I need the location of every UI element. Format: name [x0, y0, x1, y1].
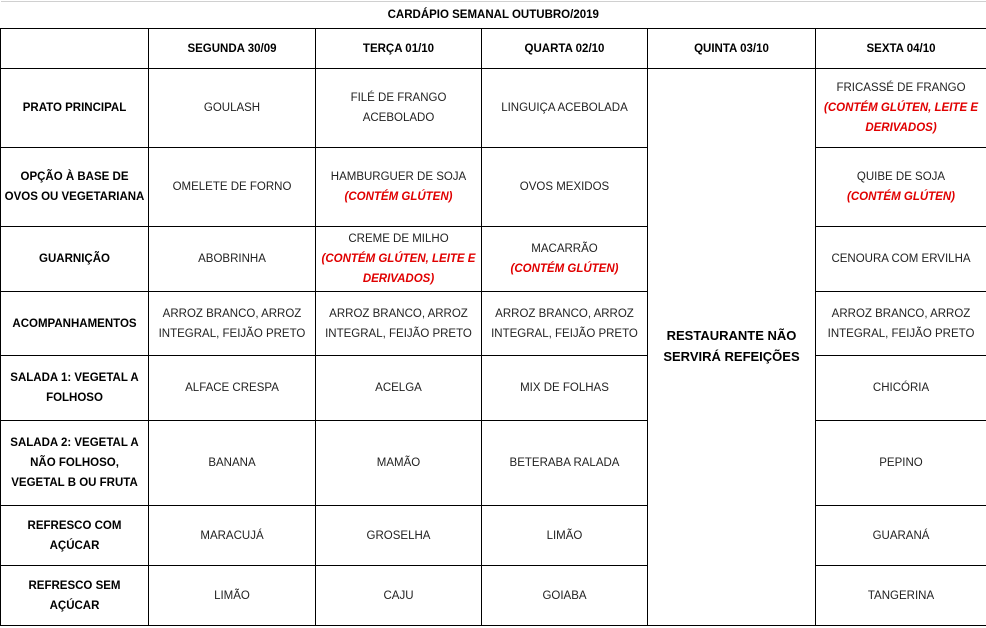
dish-name: TANGERINA	[868, 590, 934, 602]
row-label: OPÇÃO À BASE DE OVOS OU VEGETARIANA	[1, 148, 149, 227]
menu-cell	[316, 356, 482, 421]
dish-name: ARROZ BRANCO, ARROZ INTEGRAL, FEIJÃO PRETO	[828, 308, 975, 340]
dish-name: ARROZ BRANCO, ARROZ INTEGRAL, FEIJÃO PRETO	[325, 308, 472, 340]
menu-cell	[316, 148, 482, 227]
day-header: SEXTA 04/10	[816, 29, 986, 69]
menu-cell	[816, 148, 986, 227]
menu-cell	[482, 69, 648, 148]
menu-cell	[482, 356, 648, 421]
menu-cell	[149, 227, 316, 292]
day-header: SEGUNDA 30/09	[149, 29, 316, 69]
menu-row	[1, 506, 986, 566]
menu-cell	[316, 292, 482, 356]
menu-row	[1, 292, 986, 356]
dish-name: BETERABA RALADA	[510, 457, 620, 469]
menu-cell	[316, 227, 482, 292]
menu-cell	[149, 148, 316, 227]
menu-cell	[816, 506, 986, 566]
dish-name: CAJU	[383, 590, 413, 602]
menu-cell	[816, 292, 986, 356]
dish-name: OVOS MEXIDOS	[520, 181, 609, 193]
dish-name: ALFACE CRESPA	[185, 382, 279, 394]
menu-row	[1, 148, 986, 227]
allergen-note: (CONTÉM GLÚTEN)	[319, 187, 478, 207]
allergen-note: (CONTÉM GLÚTEN)	[819, 187, 983, 207]
closed-day-message: RESTAURANTE NÃO SERVIRÁ REFEIÇÕES	[663, 328, 799, 364]
row-label: REFRESCO COM AÇÚCAR	[1, 506, 149, 566]
day-header: QUARTA 02/10	[482, 29, 648, 69]
row-label: SALADA 2: VEGETAL A NÃO FOLHOSO, VEGETAL B OU FRUTA	[1, 421, 149, 506]
dish-name: MACARRÃO	[531, 243, 597, 255]
dish-name: GROSELHA	[367, 530, 431, 542]
menu-cell	[149, 292, 316, 356]
menu-cell	[149, 421, 316, 506]
menu-row	[1, 566, 986, 626]
dish-name: BANANA	[208, 457, 255, 469]
menu-row	[1, 421, 986, 506]
menu-row	[1, 69, 986, 148]
row-label: ACOMPANHAMENTOS	[1, 292, 149, 356]
menu-cell	[316, 506, 482, 566]
weekly-menu-table	[0, 1, 986, 626]
menu-row	[1, 356, 986, 421]
menu-cell	[482, 292, 648, 356]
dish-name: MARACUJÁ	[200, 530, 263, 542]
dish-name: ARROZ BRANCO, ARROZ INTEGRAL, FEIJÃO PRETO	[491, 308, 638, 340]
menu-cell	[816, 421, 986, 506]
dish-name: GUARANÁ	[873, 530, 930, 542]
dish-name: ABOBRINHA	[198, 253, 266, 265]
row-label: PRATO PRINCIPAL	[1, 69, 149, 148]
menu-cell	[482, 506, 648, 566]
closed-day-cell	[648, 69, 816, 626]
allergen-note: (CONTÉM GLÚTEN, LEITE E DERIVADOS)	[819, 98, 983, 138]
dish-name: LIMÃO	[547, 530, 583, 542]
day-header: QUINTA 03/10	[648, 29, 816, 69]
dish-name: OMELETE DE FORNO	[173, 181, 292, 193]
menu-cell	[316, 69, 482, 148]
dish-name: LIMÃO	[214, 590, 250, 602]
menu-row	[1, 227, 986, 292]
dish-name: ARROZ BRANCO, ARROZ INTEGRAL, FEIJÃO PRETO	[159, 308, 306, 340]
menu-cell	[816, 356, 986, 421]
menu-cell	[482, 148, 648, 227]
menu-cell	[482, 566, 648, 626]
menu-cell	[482, 227, 648, 292]
row-label: SALADA 1: VEGETAL A FOLHOSO	[1, 356, 149, 421]
dish-name: FRICASSÉ DE FRANGO	[836, 82, 965, 94]
dish-name: FILÉ DE FRANGO ACEBOLADO	[351, 92, 447, 124]
menu-cell	[149, 69, 316, 148]
menu-cell	[149, 506, 316, 566]
menu-cell	[316, 421, 482, 506]
dish-name: GOULASH	[204, 102, 260, 114]
menu-cell	[816, 566, 986, 626]
dish-name: CENOURA COM ERVILHA	[831, 253, 970, 265]
allergen-note: (CONTÉM GLÚTEN)	[485, 259, 644, 279]
dish-name: PEPINO	[879, 457, 922, 469]
allergen-note: (CONTÉM GLÚTEN, LEITE E DERIVADOS)	[319, 249, 478, 289]
menu-cell	[149, 566, 316, 626]
dish-name: MAMÃO	[377, 457, 420, 469]
dish-name: QUIBE DE SOJA	[857, 171, 945, 183]
dish-name: GOIABA	[542, 590, 586, 602]
header-row	[1, 29, 986, 69]
day-header: TERÇA 01/10	[316, 29, 482, 69]
dish-name: CREME DE MILHO	[348, 233, 448, 245]
dish-name: CHICÓRIA	[873, 382, 929, 394]
corner-cell	[1, 29, 149, 69]
dish-name: ACELGA	[375, 382, 422, 394]
dish-name: LINGUIÇA ACEBOLADA	[501, 102, 628, 114]
menu-cell	[816, 227, 986, 292]
menu-cell	[316, 566, 482, 626]
menu-cell	[149, 356, 316, 421]
row-label: GUARNIÇÃO	[1, 227, 149, 292]
dish-name: HAMBURGUER DE SOJA	[331, 171, 466, 183]
dish-name: MIX DE FOLHAS	[520, 382, 609, 394]
menu-cell	[816, 69, 986, 148]
row-label: REFRESCO SEM AÇÚCAR	[1, 566, 149, 626]
menu-cell	[482, 421, 648, 506]
menu-title: CARDÁPIO SEMANAL OUTUBRO/2019	[1, 2, 986, 29]
